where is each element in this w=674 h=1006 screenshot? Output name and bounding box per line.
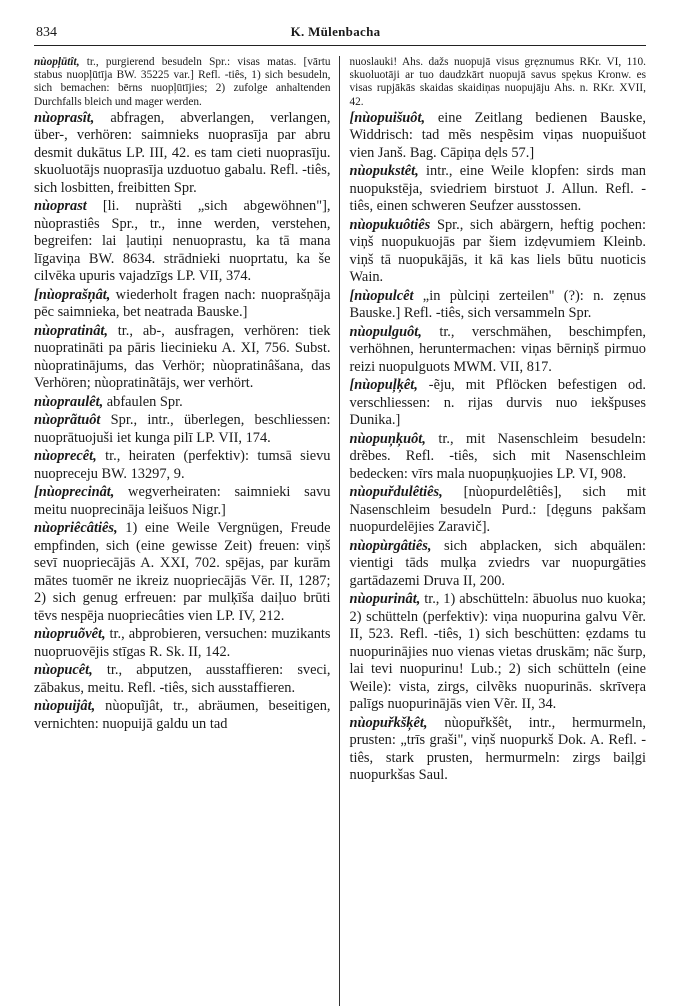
entry-headword: nùopratinât,: [34, 322, 108, 339]
entry-body: wiederholt fragen nach: nuoprašņāja pēc saimnieka, bet neatrada Bauske.]: [34, 286, 331, 321]
entry-headword: [nùopulcêt: [349, 287, 414, 304]
entry-body: intr., eine Weile klopfen: sirds man nuopukstēja, sviedriem birstuot J. Allun. Refl. -tiês, einen schweren Seufzer ausstossen.: [349, 163, 646, 215]
entry-body: tr., heiraten (perfektiv): tumsā sievu nuopreceju BW. 13297, 9.: [34, 448, 331, 482]
entry-body: nùopuĩjât, tr., abräumen, beseitigen, vernichten: nuopuijā galdu un tad: [34, 698, 331, 732]
dictionary-entry: [34, 394, 331, 412]
dictionary-entry: [350, 377, 647, 430]
dictionary-entry: [350, 56, 647, 109]
dictionary-entry: [34, 626, 331, 661]
entry-body: tr., abprobieren, versuchen: muzikants nuopruovējis stīgas R. Sk. II, 142.: [34, 626, 331, 660]
entry-headword: nùopriêcâtiês,: [34, 520, 118, 537]
entry-headword: [nùopuišuôt,: [349, 109, 426, 126]
page-header: [34, 24, 646, 46]
entry-headword: nùopruõvêt,: [34, 626, 106, 643]
entry-body: 1) eine Weile Vergnügen, Freude empfinden, sich (eine gewisse Zeit) freuen: viņš sevī nuopriecājās A. XXI, 702. spējas, par kurām mātes tuomēr ne ikreiz nuopriecājās Vēr. II, 1287; 2) sich genug erfreuen: par mulķīša daiļuo brūti tēvs nespēja nuopriecâties vien LP. IV, 212.: [34, 520, 331, 624]
entry-headword: nùopùrgâtiês,: [349, 537, 432, 554]
running-title: K. Mülenbacha: [290, 24, 381, 39]
dictionary-entry: [34, 56, 331, 109]
entry-body: Spr., intr., überlegen, beschliessen: nuoprātuojuši iet kunga pilī LP. VII, 174.: [34, 412, 331, 446]
entry-headword: nùopucêt,: [34, 662, 93, 679]
entry-body: eine Zeitlang bedienen Bauske, Widdrisch: tad mẽs nespẽsim viņas nuopuišuot vien Janš. Bag. Cāpiņa dẹls 57.]: [349, 109, 646, 161]
entry-headword: nùopļūtît,: [34, 56, 80, 68]
dictionary-entry: [350, 163, 647, 216]
dictionary-entry: [350, 484, 647, 537]
entry-body: -ẽju, mit Pflöcken befestigen od. verschliessen: n. rijas durvis nuo iekšpuses Dunika.]: [349, 377, 646, 429]
dictionary-entry: [34, 323, 331, 393]
entry-body: [nùopurdelêtiês], sich mit Nasenschleim besudeln Purd.: [dẹguns pakšam nuopurdelējies Zaravič].: [349, 484, 646, 536]
entry-body: wegverheiraten: saimnieki savu meitu nuoprecināja leišuos Nigr.]: [34, 484, 331, 518]
entry-headword: nùopuņķuôt,: [349, 430, 426, 447]
dictionary-entry: [350, 431, 647, 484]
entry-body: nùopuřkšêt, intr., hermurmeln, prusten: „trīs graši", viņš nuopurkš Dok. A. Refl. -tiês, stark prusten, hermurmeln: zirgs baiļgi nuopurkšas Saul.: [349, 714, 646, 784]
entry-headword: nùopukuôtiês: [349, 216, 431, 233]
entry-headword: [nùoprecinât,: [34, 484, 115, 501]
dictionary-entry: [350, 217, 647, 287]
entry-body: tr., mit Nasenschleim besudeln: drẽbes. Refl. -tiês, sich mit Nasenschleim bedecken: vīrs mala nuopuņķuojies LP. VI, 908.: [349, 430, 646, 482]
text-columns: [34, 56, 646, 1006]
entry-headword: nùopukstêt,: [349, 163, 419, 180]
page-number: 834: [36, 25, 57, 40]
dictionary-entry: [34, 448, 331, 483]
entry-body: Spr., sich abärgern, heftig pochen: viņš nuopukuojās par šiem izdẹvumiem Kleinb. viņš tā nuopukājās, it kā kas liels būtu nuoticis Wain.: [349, 216, 646, 286]
entry-body: tr., abputzen, ausstaffieren: sveci, zābakus, meitu. Refl. -tiês, sich ausstaffieren.: [34, 662, 331, 696]
left-column: [34, 56, 340, 1006]
dictionary-entry: [34, 198, 331, 286]
entry-body: tr., purgierend besudeln Spr.: visas matas. [vārtu stabus nuopļūtīja BW. 35225 var.] Refl. -tiês, 1) sich besudeln, sich bemachen: bērns nuopļūtījies; 2) zufolge anhaltenden Durchfalls bleich und mager werden.: [34, 56, 331, 108]
dictionary-entry: [34, 287, 331, 322]
entry-headword: nùopuijât,: [34, 698, 96, 715]
dictionary-entry: [34, 662, 331, 697]
entry-headword: nùopuřkšķêt,: [349, 714, 428, 731]
entry-headword: nùopulguôt,: [349, 323, 422, 340]
dictionary-entry: [350, 324, 647, 377]
dictionary-entry: [350, 591, 647, 714]
dictionary-entry: [350, 110, 647, 163]
dictionary-entry: [34, 110, 331, 198]
entry-body: tr., verschmähen, beschimpfen, verhöhnen, heruntermachen: viņas bērniņš pirmuo reizi nuopulguots MWM. VII, 817.: [349, 323, 646, 375]
entry-body: abfragen, abverlangen, verlangen, über-, verhören: saimnieks nuoprasīja par abru desmit dukātus LP. III, 42. es tam cieti nuoprasīju. skuoluotājs nuoprasīja uzduotuo gabalu. Refl. -tiês, sich losbitten, freibitten Spr.: [34, 109, 331, 196]
right-column: [340, 56, 647, 1006]
entry-body: tr., ab-, ausfragen, verhören: tiek nuopratināti pa pāris liecinieku A. XI, 756. Subst. nùopratinājums, das Verhör; nùopratinâšana, das Verhören; nùopratinãtājs, wer verhört.: [34, 322, 331, 392]
entry-body: „in pùlciņi zerteilen" (?): n. zẹnus Bauske.] Refl. -tiês, sich versammeln Spr.: [349, 287, 646, 322]
entry-headword: [nùopuļķêt,: [349, 377, 418, 394]
dictionary-entry: [350, 288, 647, 323]
dictionary-entry: [350, 538, 647, 591]
entry-headword: nùoprasît,: [34, 109, 95, 126]
dictionary-entry: [34, 484, 331, 519]
entry-body: [li. nuprà̃sti „sich abgewöhnen"], nùoprastiês Spr., tr., inne werden, verstehen, begreifen: lai ļautiņi nenuoprastu, ka tā mana līgaviņa BW. 8634. strādnieki nuoprtatu, ka še cilvēka upuris vajadzīgs LP. VII, 374.: [34, 198, 331, 285]
entry-headword: [nùoprašņât,: [34, 286, 111, 303]
entry-body: sich abplacken, sich abquälen: vientigi tāds mulķa zviedrs var nuopurgāties gartādazemi Druva II, 200.: [349, 537, 646, 589]
entry-body: tr., 1) abschütteln: ābuolus nuo kuoka; 2) schütteln (perfektiv): viņa nuopurina galvu Vẽr. II, 523. Refl. -tiês, 1) sich beschütten: ẹzdams tu nuopurinājies nuo vienas vietas druskām; nāc šurp, lai tevi nuopurinu! Lub.; 2) sich schütteln (eine Weile): vista, zirgs, cilvẽks nuopurinās. skrīveŗa palīgs nuopurinājās vien Vẽr. II, 34.: [349, 591, 646, 713]
entry-body: nuoslauki! Ahs. dažs nuopujā visus grẹznumus RKr. VI, 110. skuoluotāji ar tuo daudzkārt nuopujā savus spẹkus Kronw. es visas rupjākās skaidas skaidiņas nuopujāju Ahs. n. RKr. XVII, 42.: [349, 56, 646, 108]
dictionary-entry: [350, 715, 647, 785]
entry-headword: nùoprecêt,: [34, 448, 97, 465]
entry-headword: nùoprãtuôt: [34, 412, 101, 429]
dictionary-entry: [34, 520, 331, 625]
entry-headword: nùopurinât,: [349, 591, 421, 608]
entry-headword: nùoprast: [34, 198, 87, 215]
dictionary-entry: [34, 698, 331, 733]
entry-headword: nùopraulêt,: [34, 393, 104, 410]
entry-body: abfaulen Spr.: [103, 393, 183, 410]
entry-headword: nùopuřdulêtiês,: [349, 484, 443, 501]
dictionary-entry: [34, 412, 331, 447]
